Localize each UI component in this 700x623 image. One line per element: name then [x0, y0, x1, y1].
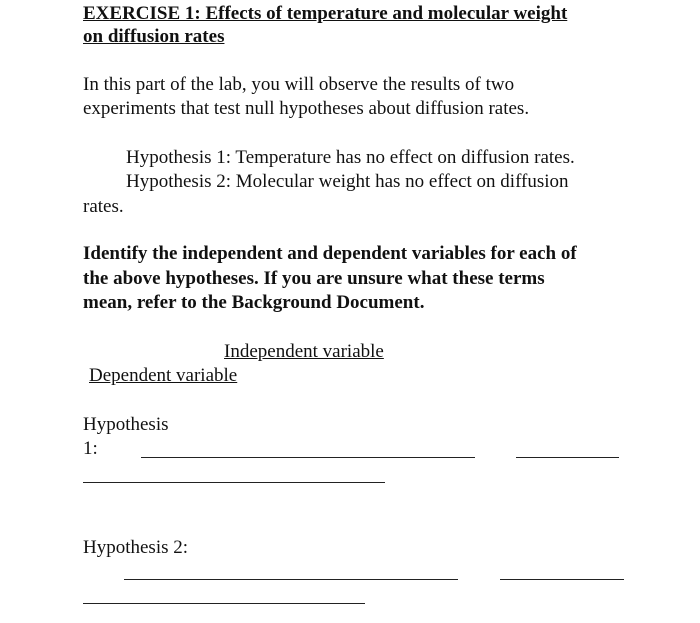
instructions-line-1: Identify the independent and dependent variables for each of — [83, 243, 577, 264]
exercise-title-line-1: EXERCISE 1: Effects of temperature and molecular weight — [83, 3, 568, 24]
hypothesis-1-statement: Hypothesis 1: Temperature has no effect on diffusion rates. — [126, 147, 575, 168]
hypothesis-2-statement-wrap: rates. — [83, 196, 124, 217]
hypothesis-2-extra-blank[interactable] — [500, 579, 624, 580]
hypothesis-1-extra-blank[interactable] — [516, 457, 619, 458]
independent-variable-header: Independent variable — [224, 341, 384, 362]
hypothesis-1-label-line-2: 1: — [83, 438, 98, 459]
hypothesis-1-dependent-blank[interactable] — [83, 482, 385, 483]
exercise-title-line-2: on diffusion rates — [83, 26, 225, 47]
hypothesis-1-label-line-1: Hypothesis — [83, 414, 169, 435]
hypothesis-1-independent-blank[interactable] — [141, 457, 475, 458]
dependent-variable-header: Dependent variable — [89, 365, 238, 386]
intro-line-1: In this part of the lab, you will observe the results of two — [83, 74, 515, 95]
hypothesis-2-dependent-blank[interactable] — [83, 603, 365, 604]
instructions-line-2: the above hypotheses. If you are unsure what these terms — [83, 268, 545, 289]
hypothesis-2-statement: Hypothesis 2: Molecular weight has no effect on diffusion — [126, 171, 569, 192]
hypothesis-2-independent-blank[interactable] — [124, 579, 458, 580]
intro-line-2: experiments that test null hypotheses about diffusion rates. — [83, 98, 530, 119]
hypothesis-2-label: Hypothesis 2: — [83, 537, 189, 558]
instructions-line-3: mean, refer to the Background Document. — [83, 292, 425, 313]
